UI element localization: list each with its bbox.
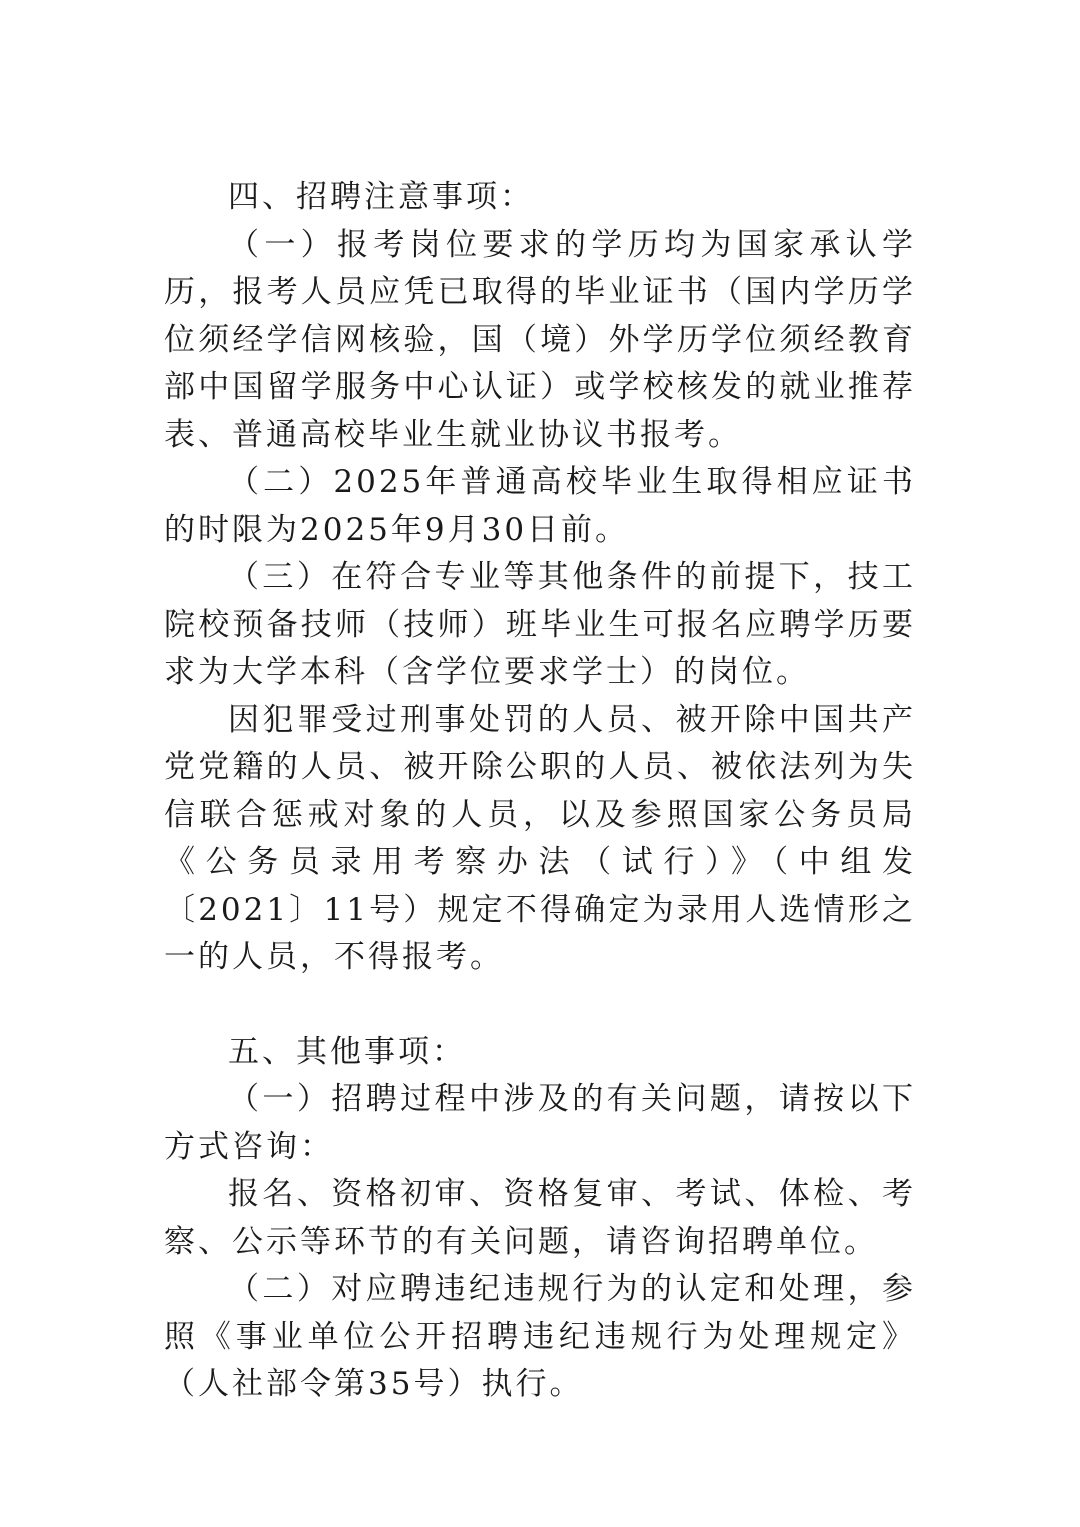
section-5-paragraph-3: （二）对应聘违纪违规行为的认定和处理，参照《事业单位公开招聘违纪违规行为处理规定》（人社部令第35号）执行。 [164,1271,916,1402]
document-body [164,174,916,1409]
section-5-heading: 五、其他事项： [228,1033,466,1070]
section-4-paragraph-1: （一）报考岗位要求的学历均为国家承认学历，报考人员应凭已取得的毕业证书（国内学历学位须经学信网核验，国（境）外学历学位须经教育部中国留学服务中心认证）或学校核发的就业推荐表、普通高校毕业生就业协议书报考。 [164,226,916,453]
section-4-heading: 四、招聘注意事项： [228,179,534,215]
section-4-paragraph-3: （三）在符合专业等其他条件的前提下，技工院校预备技师（技师）班毕业生可报名应聘学历要求为大学本科（含学位要求学士）的岗位。 [164,559,916,690]
section-5-paragraph-2: 报名、资格初审、资格复审、考试、体检、考察、公示等环节的有关问题，请咨询招聘单位。 [164,1176,916,1260]
section-4-paragraph-4: 因犯罪受过刑事处罚的人员、被开除中国共产党党籍的人员、被开除公职的人员、被依法列为失信联合惩戒对象的人员，以及参照国家公务员局《公务员录用考察办法（试行）》（中组发〔2021〕11号）规定不得确定为录用人选情形之一的人员，不得报考。 [164,701,916,975]
section-5-paragraph-1: （一）招聘过程中涉及的有关问题，请按以下方式咨询： [164,1081,916,1165]
section-4-paragraph-2: （二）2025年普通高校毕业生取得相应证书的时限为2025年9月30日前。 [164,464,916,548]
